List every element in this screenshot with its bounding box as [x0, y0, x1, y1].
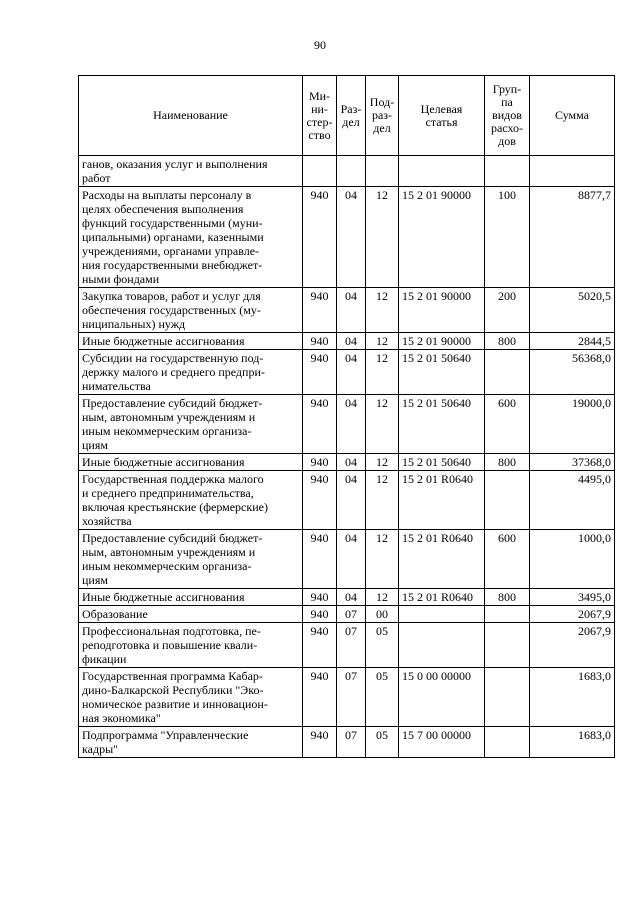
cell-name	[79, 395, 303, 454]
cell-ministry	[303, 589, 337, 606]
cell-sum	[530, 668, 615, 727]
cell-group-text: 800	[498, 334, 516, 348]
cell-ministry-text: 940	[310, 728, 329, 742]
cell-group	[485, 454, 530, 471]
cell-sum-text: 56368,0	[572, 351, 611, 365]
cell-group-text: 800	[498, 590, 516, 604]
cell-ministry	[303, 350, 337, 395]
cell-group-text: 800	[498, 455, 516, 469]
header-subsection: Под- раз- дел	[366, 76, 399, 156]
header-name: Наименование	[79, 76, 303, 156]
cell-target	[399, 606, 485, 623]
cell-section	[337, 187, 366, 288]
table-row	[79, 156, 615, 187]
cell-section	[337, 395, 366, 454]
cell-sum-text: 1000,0	[578, 531, 611, 545]
cell-group	[485, 471, 530, 530]
cell-section-text: 04	[345, 351, 357, 365]
cell-ministry-text: 940	[310, 351, 329, 365]
cell-ministry-text: 940	[310, 624, 329, 638]
cell-name	[79, 471, 303, 530]
cell-name-text: Иные бюджетные ассигнования	[82, 334, 245, 348]
cell-group	[485, 530, 530, 589]
cell-subsection-text: 00	[376, 607, 388, 621]
cell-sum	[530, 333, 615, 350]
cell-ministry	[303, 288, 337, 333]
cell-group-text: 100	[498, 188, 516, 202]
cell-subsection-text: 05	[376, 624, 388, 638]
cell-group	[485, 589, 530, 606]
cell-sum	[530, 350, 615, 395]
cell-subsection	[366, 395, 399, 454]
cell-target-text: 15 2 01 50640	[402, 455, 471, 469]
cell-name-text: Профессиональная подготовка, пе- реподготовка и повышение квали- фикации	[82, 624, 261, 666]
cell-target-text: 15 7 00 00000	[402, 728, 471, 742]
cell-section-text: 04	[345, 334, 357, 348]
cell-group	[485, 156, 530, 187]
table-row	[79, 187, 615, 288]
cell-target	[399, 187, 485, 288]
cell-section-text: 07	[345, 624, 357, 638]
table-row	[79, 350, 615, 395]
cell-name-text: ганов, оказания услуг и выполнения работ	[82, 157, 268, 185]
cell-section	[337, 727, 366, 758]
header-sum: Сумма	[530, 76, 615, 156]
cell-target	[399, 668, 485, 727]
table-row	[79, 454, 615, 471]
cell-ministry-text: 940	[310, 455, 329, 469]
table-row	[79, 623, 615, 668]
cell-target-text: 15 2 01 90000	[402, 334, 471, 348]
cell-group	[485, 727, 530, 758]
cell-sum-text: 2067,9	[578, 624, 611, 638]
cell-target	[399, 727, 485, 758]
cell-group	[485, 668, 530, 727]
cell-sum	[530, 623, 615, 668]
cell-section-text: 04	[345, 396, 357, 410]
cell-name	[79, 350, 303, 395]
cell-target	[399, 530, 485, 589]
cell-target	[399, 288, 485, 333]
table-row	[79, 668, 615, 727]
cell-sum	[530, 727, 615, 758]
cell-group	[485, 623, 530, 668]
cell-name-text: Предоставление субсидий бюджет- ным, автономным учреждениям и иным некоммерческим организа- циям	[82, 396, 263, 452]
cell-name	[79, 156, 303, 187]
cell-name-text: Иные бюджетные ассигнования	[82, 590, 245, 604]
cell-name	[79, 727, 303, 758]
cell-subsection	[366, 623, 399, 668]
cell-ministry-text: 940	[310, 607, 329, 621]
cell-group-text: 200	[498, 289, 516, 303]
cell-section	[337, 288, 366, 333]
cell-subsection	[366, 668, 399, 727]
cell-section-text: 04	[345, 590, 357, 604]
cell-section	[337, 454, 366, 471]
cell-group	[485, 187, 530, 288]
cell-sum	[530, 589, 615, 606]
cell-ministry	[303, 606, 337, 623]
cell-target-text: 15 2 01 R0640	[402, 472, 474, 486]
cell-ministry	[303, 333, 337, 350]
cell-name	[79, 606, 303, 623]
cell-subsection	[366, 187, 399, 288]
cell-section	[337, 471, 366, 530]
cell-sum-text: 8877,7	[578, 188, 611, 202]
cell-subsection-text: 12	[376, 334, 388, 348]
cell-group	[485, 606, 530, 623]
cell-group	[485, 288, 530, 333]
header-group: Груп- па видов расхо- дов	[485, 76, 530, 156]
cell-name-text: Государственная программа Кабар- дино-Балкарской Республики "Эко- номическое развитие и инновацион- ная экономика"	[82, 669, 268, 725]
cell-section	[337, 333, 366, 350]
cell-target	[399, 156, 485, 187]
cell-section-text: 04	[345, 289, 357, 303]
cell-name-text: Иные бюджетные ассигнования	[82, 455, 245, 469]
cell-ministry	[303, 623, 337, 668]
cell-subsection-text: 12	[376, 396, 388, 410]
cell-ministry-text: 940	[310, 289, 329, 303]
cell-ministry-text: 940	[310, 590, 329, 604]
cell-sum-text: 1683,0	[578, 728, 611, 742]
cell-target	[399, 454, 485, 471]
cell-name-text: Субсидии на государственную под- держку малого и среднего предпри- нимательства	[82, 351, 265, 393]
cell-section	[337, 589, 366, 606]
cell-ministry-text: 940	[310, 396, 329, 410]
cell-target	[399, 395, 485, 454]
cell-target-text: 15 2 01 R0640	[402, 590, 474, 604]
cell-name	[79, 530, 303, 589]
cell-subsection-text: 12	[376, 455, 388, 469]
cell-target-text: 15 0 00 00000	[402, 669, 471, 683]
page-number: 90	[314, 38, 326, 52]
cell-name	[79, 589, 303, 606]
cell-target	[399, 471, 485, 530]
cell-sum	[530, 471, 615, 530]
cell-section-text: 07	[345, 607, 357, 621]
cell-section-text: 04	[345, 531, 357, 545]
cell-subsection-text: 05	[376, 728, 388, 742]
cell-subsection	[366, 288, 399, 333]
cell-subsection-text: 12	[376, 531, 388, 545]
table-row	[79, 395, 615, 454]
cell-group-text: 600	[498, 531, 516, 545]
cell-subsection	[366, 606, 399, 623]
cell-sum-text: 5020,5	[578, 289, 611, 303]
cell-section-text: 04	[345, 472, 357, 486]
cell-section	[337, 668, 366, 727]
cell-name-text: Подпрограмма "Управленческие кадры"	[82, 728, 249, 756]
cell-name-text: Предоставление субсидий бюджет- ным, автономным учреждениям и иным некоммерческим организа- циям	[82, 531, 263, 587]
cell-section	[337, 156, 366, 187]
cell-target-text: 15 2 01 50640	[402, 351, 471, 365]
table-row	[79, 333, 615, 350]
cell-sum	[530, 288, 615, 333]
cell-section-text: 07	[345, 669, 357, 683]
cell-subsection-text: 12	[376, 289, 388, 303]
cell-ministry	[303, 727, 337, 758]
cell-section-text: 04	[345, 188, 357, 202]
cell-target-text: 15 2 01 90000	[402, 188, 471, 202]
cell-sum	[530, 530, 615, 589]
cell-ministry-text: 940	[310, 188, 329, 202]
cell-section	[337, 350, 366, 395]
cell-section-text: 04	[345, 455, 357, 469]
cell-subsection-text: 12	[376, 351, 388, 365]
cell-group	[485, 350, 530, 395]
cell-subsection	[366, 589, 399, 606]
table-row	[79, 606, 615, 623]
cell-target	[399, 589, 485, 606]
budget-table	[78, 75, 615, 758]
cell-section	[337, 530, 366, 589]
cell-sum	[530, 454, 615, 471]
cell-subsection-text: 05	[376, 669, 388, 683]
cell-name-text: Расходы на выплаты персоналу в целях обеспечения выполнения функций государственными (муни- ципальными) органами, казенными учреждениями, органами управле- ния государственными внебюджет- ными фондами	[82, 188, 264, 286]
cell-group-text: 600	[498, 396, 516, 410]
cell-ministry	[303, 530, 337, 589]
cell-sum-text: 2067,9	[578, 607, 611, 621]
table-row	[79, 589, 615, 606]
cell-ministry	[303, 156, 337, 187]
cell-name	[79, 333, 303, 350]
cell-sum-text: 3495,0	[578, 590, 611, 604]
table-row	[79, 288, 615, 333]
cell-sum	[530, 395, 615, 454]
cell-subsection	[366, 156, 399, 187]
cell-subsection	[366, 727, 399, 758]
cell-name-text: Закупка товаров, работ и услуг для обеспечения государственных (му- ниципальных) нужд	[82, 289, 261, 331]
cell-ministry	[303, 395, 337, 454]
cell-ministry	[303, 668, 337, 727]
cell-ministry-text: 940	[310, 531, 329, 545]
cell-sum	[530, 606, 615, 623]
header-ministry: Ми- ни- стер- ство	[303, 76, 337, 156]
cell-ministry-text: 940	[310, 472, 329, 486]
cell-name	[79, 668, 303, 727]
cell-sum-text: 19000,0	[572, 396, 611, 410]
cell-subsection	[366, 530, 399, 589]
cell-subsection	[366, 333, 399, 350]
header-row	[79, 76, 615, 156]
cell-section	[337, 606, 366, 623]
cell-name	[79, 187, 303, 288]
cell-sum-text: 37368,0	[572, 455, 611, 469]
cell-group	[485, 395, 530, 454]
cell-target	[399, 333, 485, 350]
cell-subsection-text: 12	[376, 188, 388, 202]
table-row	[79, 727, 615, 758]
table-row	[79, 530, 615, 589]
cell-sum-text: 1683,0	[578, 669, 611, 683]
cell-ministry-text: 940	[310, 669, 329, 683]
cell-target-text: 15 2 01 R0640	[402, 531, 474, 545]
cell-section-text: 07	[345, 728, 357, 742]
cell-name	[79, 454, 303, 471]
cell-subsection	[366, 350, 399, 395]
cell-sum	[530, 156, 615, 187]
cell-sum	[530, 187, 615, 288]
cell-subsection	[366, 471, 399, 530]
cell-target	[399, 350, 485, 395]
cell-name	[79, 623, 303, 668]
cell-ministry	[303, 471, 337, 530]
cell-target-text: 15 2 01 90000	[402, 289, 471, 303]
cell-name	[79, 288, 303, 333]
cell-name-text: Государственная поддержка малого и среднего предпринимательства, включая крестьянские (фермерские) хозяйства	[82, 472, 268, 528]
cell-group	[485, 333, 530, 350]
cell-subsection-text: 12	[376, 590, 388, 604]
cell-sum-text: 4495,0	[578, 472, 611, 486]
table-row	[79, 471, 615, 530]
cell-subsection	[366, 454, 399, 471]
cell-ministry-text: 940	[310, 334, 329, 348]
header-section: Раз- дел	[337, 76, 366, 156]
cell-sum-text: 2844,5	[578, 334, 611, 348]
cell-ministry	[303, 454, 337, 471]
header-target: Целевая статья	[399, 76, 485, 156]
cell-target-text: 15 2 01 50640	[402, 396, 471, 410]
cell-name-text: Образование	[82, 607, 148, 621]
cell-subsection-text: 12	[376, 472, 388, 486]
cell-target	[399, 623, 485, 668]
cell-section	[337, 623, 366, 668]
cell-ministry	[303, 187, 337, 288]
